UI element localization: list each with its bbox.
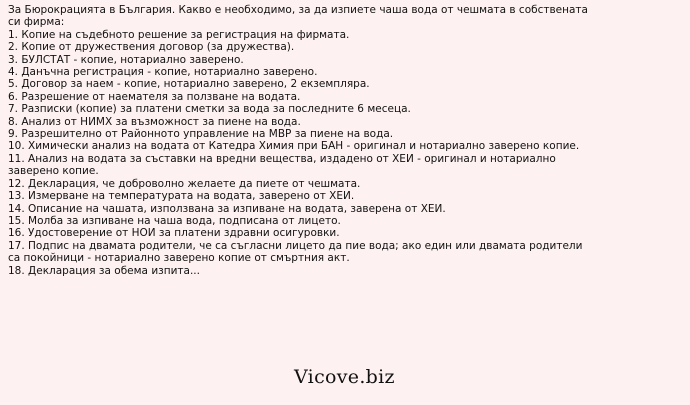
intro-text: За Бюрокрацията в България. Какво е необходимо, за да изпиете чаша вода от чешмата в собствената си фирма:	[8, 4, 588, 29]
list-item: 5. Договор за наем - копие, нотариално заверено, 2 екземпляра.	[8, 78, 370, 91]
list-item: 1. Копие на съдебното решение за регистрация на фирмата.	[8, 28, 350, 41]
list-item: 18. Декларация за обема изпита...	[8, 264, 200, 277]
requirements-list	[8, 29, 594, 277]
list-item: 11. Анализ на водата за съставки на вредни вещества, издадено от ХЕИ - оригинал и нотариално заверено копие.	[8, 152, 556, 178]
list-item: 7. Разписки (копие) за платени сметки за вода за последните 6 месеца.	[8, 103, 411, 116]
text-block	[8, 4, 594, 277]
list-item: 14. Описание на чашата, използвана за изпиване на водата, заверена от ХЕИ.	[8, 202, 446, 215]
list-item: 12. Декларация, че доброволно желаете да пиете от чешмата.	[8, 177, 361, 190]
list-item: 9. Разрешително от Районното управление на МВР за пиене на вода.	[8, 128, 394, 141]
list-item: 17. Подпис на двамата родители, че са съгласни лицето да пие вода; ако един или двамата родители са покойници - нотариално заверено копие от смъртния акт.	[8, 239, 583, 265]
list-item: 2. Копие от дружествения договор (за дружества).	[8, 41, 295, 54]
list-item: 16. Удостоверение от НОИ за платени здравни осигуровки.	[8, 227, 340, 240]
list-item: 3. БУЛСТАТ - копие, нотариално заверено.	[8, 53, 244, 66]
list-item: 8. Анализ от НИМХ за възможност за пиене на вода.	[8, 115, 301, 128]
list-item: 4. Данъчна регистрация - копие, нотариално заверено.	[8, 66, 318, 79]
list-item: 15. Молба за изпиване на чаша вода, подписана от лицето.	[8, 214, 341, 227]
list-item: 6. Разрешение от наемателя за ползване на водата.	[8, 90, 301, 103]
site-watermark: Vicove.biz	[294, 366, 395, 388]
list-item: 10. Химически анализ на водата от Катедра Химия при БАН - оригинал и нотариално заверено копие.	[8, 140, 580, 153]
list-item: 13. Измерване на температурата на водата, заверено от ХЕИ.	[8, 190, 355, 203]
